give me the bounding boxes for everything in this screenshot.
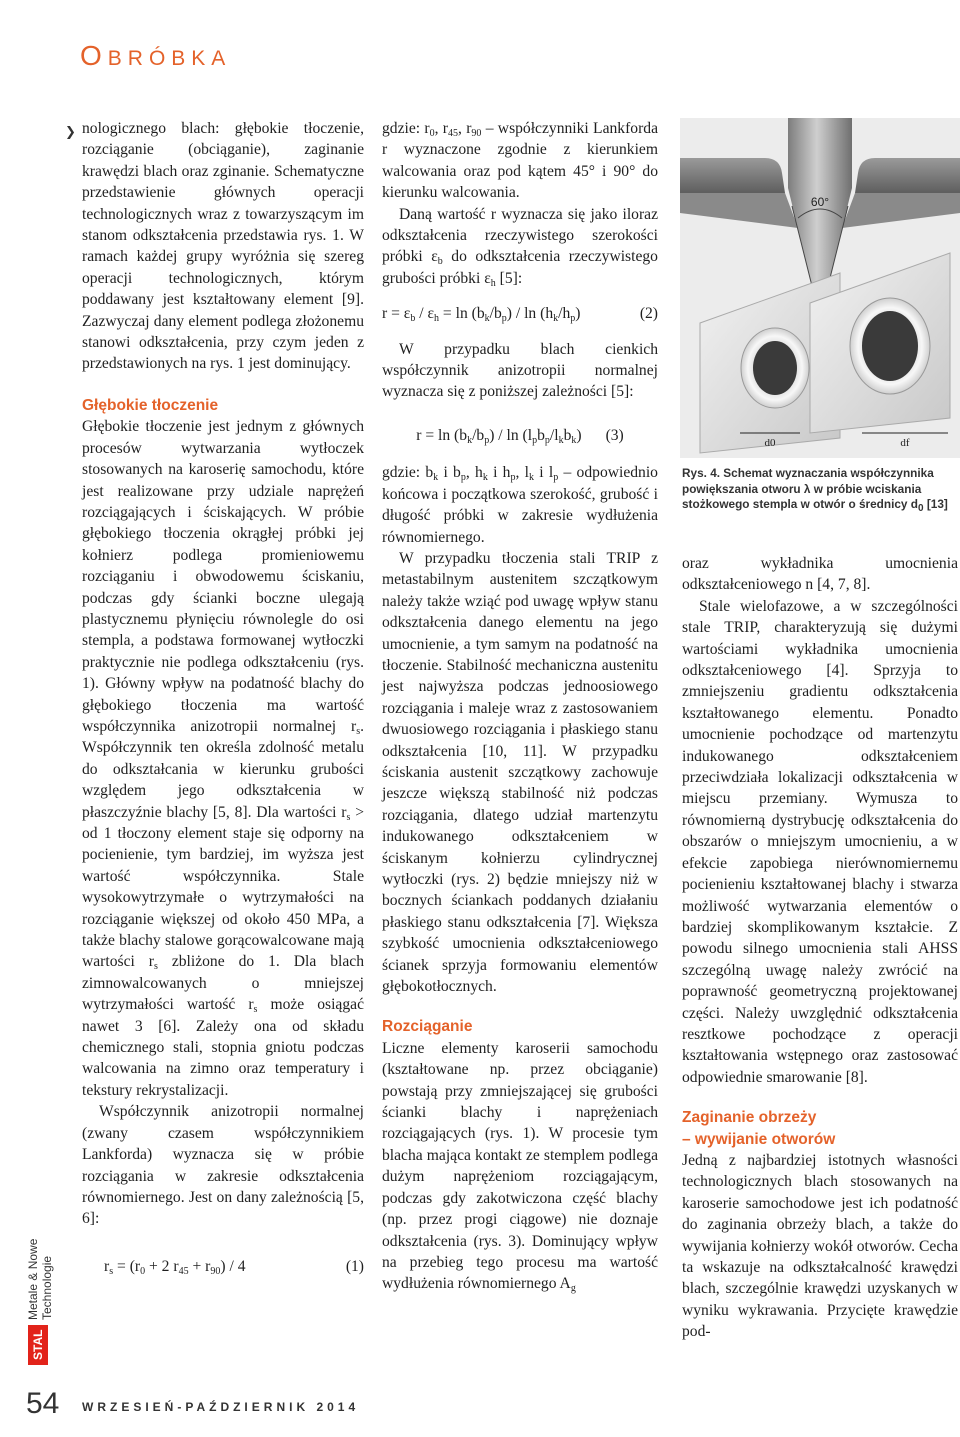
col2-paragraph-1: gdzie: $r_0$, $r_{45}$, $r_{90}$ – współczynniki Lankforda r wyznaczone zgodnie z kierunkiem walcowania oraz pod kątem 45° i 90° do kierunku walcowania.	[382, 120, 658, 202]
figure-caption: Rys. 4. Schemat wyznaczania współczynnika powiększania otworu λ w próbie wciskania stożkowego stempla w otwór o średnicy $d_0$ [13]	[682, 466, 948, 514]
die-right	[855, 158, 960, 193]
equation-2: $r = \varepsilon_b / \varepsilon_h = \ln (b_k/b_p) / \ln (h_k/h_p)$ (2)	[382, 305, 658, 325]
column-3	[682, 553, 958, 1343]
col1-paragraph-3: Współczynnik anizotropii normalnej (zwany czasem współczynnikiem Lankforda) wyznacza się w próbie rozciągania w zakresie odkształcenia równomiernego. Jest on dany zależnością [5, 6]:	[82, 1103, 364, 1228]
col2-paragraph-3: W przypadku blach cienkich współczynnik anizotropii normalnej wyznacza się z poniższej zależności [5]:	[382, 340, 658, 401]
heading-stretching: Rozciąganie	[382, 1018, 473, 1036]
equation-3: $r = \ln (b_k/b_p) / \ln (l_pb_p/l_kb_k)$ (3)	[416, 426, 624, 446]
angle-label: 60°	[810, 195, 830, 209]
equation-3-number: (3)	[605, 426, 624, 444]
equation-2-number: (2)	[639, 305, 658, 323]
column-2	[382, 118, 658, 1295]
col2-paragraph-4: gdzie: $b_k$ i $b_p$, $h_k$ i $h_p$, $l_k$ i $l_p$ – odpowiednio końcowa i początkowa szerokość, grubość i długość próbki w zakresie wydłużenia równomiernego.	[382, 464, 658, 546]
brand-logo: STAL	[28, 1325, 48, 1365]
heading-deep-drawing: Głębokie tłoczenie	[82, 396, 219, 414]
col2-paragraph-5: W przypadku tłoczenia stali TRIP z metastabilnym austenitem szczątkowym należy także wziąć pod uwagę wpływ stanu odkształcenia danego elementu na jego umocnienie, a tym samym na podatność na tłoczenie. Stabilność mechaniczna austenitu jest najwyższa podczas jednoosiowego rozciągania i maleje wraz z zastosowaniem dwuosiowego rozciągania i płaskiego stanu odkształcenia [10, 11]. W przypadku ściskania austenit szczątkowy zachowuje jeszcze większą stabilność niż podczas rozciągania, dlatego udział martenzytu indukowanego odkształceniem w ściskanym kołnierzu cylindrycznej wytłoczki (rys. 2) będzie mniejszy niż w bocznych ściankach poddanych działaniu płaskiego stanu odkształcenia [7]. Większa szybkość umocnienia odkształceniowego ścianek sprzyja formowaniu elementów głębokotłocznych.	[382, 549, 658, 996]
col1-paragraph-2: Głębokie tłoczenie jest jednym z głównych procesów wytwarzania wytłoczek stosowanych na karoserię samochodu, które jest realizowane przy udziale naprężeń rozciągających i ściskających. W próbie głębokiego tłoczenia okrągłej próbki jej kołnierz podlega promieniowemu rozciąganiu i obwodowemu ściskaniu, podczas gdy ścianki boczne ulegają plastycznemu płynięciu równolegle do osi stempla, a podstawa formowanej wytłoczki praktycznie nie podlega odkształceniu (rys. 1). Główny wpływ na podatność blachy do głębokiego tłoczenia ma wartość współczynnika anizotropii normalnej $r_s$. Współczynnik ten określa zdolność metalu do odkształcania w kierunku grubości względem jego odkształcenia w płaszczyźnie blachy [5, 8]. Dla wartości $r_s$ > od 1 tłoczony element staje się odporny na pocienienie, tym bardziej, im wyższa jest wartość współczynnika. Stale wysokowytrzymałe o wytrzymałości na rozciąganie większej od około 450 MPa, a także blachy stalowe gorącowalcowane mają wartości $r_s$ zbliżone do 1. Dla blach zimnowalcowanych o mniejszej wytrzymałości wartość $r_s$ może osiągać nawet 3 [6]. Zależy ona od składu chemicznego stali, stopnia gniotu podczas walcowania na zimno oraz temperatury i tekstury rekrystalizacji.	[82, 418, 364, 1099]
page-number: 54	[26, 1387, 60, 1420]
column-1	[65, 118, 364, 1291]
col2-paragraph-2: Daną wartość r wyznacza się jako iloraz odkształcenia rzeczywistego szerokości próbki $\varepsilon_b$ do odkształcenia rzeczywistego grubości próbki $\varepsilon_h$ [5]:	[382, 205, 658, 289]
col1-paragraph-1: nologicznego blach: głębokie tłoczenie, rozciąganie (obciąganie), zaginanie krawędzi blach oraz zginanie. Schematyczne przedstawienie głównych operacji technologicznych wraz z towarzyszącym im stanom odkształcenia przedstawia rys. 1. W ramach każdej grupy wyróżnia się szereg operacji technologicznych, którym poddawany jest kształtowany element [9]. Zazwyczaj dany element podlega złożonemu stanowi odkształcenia, przy czym jeden z przedstawionych na rys. 1 jest dominujący.	[82, 120, 364, 373]
equation-1: $r_s = (r_0 + 2$ $r_{45} + r_{90}) / 4$ (1)	[104, 1257, 364, 1277]
section-title-rest: BRÓBKA	[107, 47, 232, 70]
hole-expansion-diagram	[680, 118, 960, 458]
continuation-arrow-icon: ❯	[65, 125, 76, 140]
equation-1-number: (1)	[345, 1257, 364, 1275]
col2-paragraph-6: Liczne elementy karoserii samochodu (kształtowane np. przez obciąganie) powstają przy zmniejszającej się grubości ścianki blachy i naprężeniach rozciągających (rys. 1). W procesie tym blacha mająca kontakt ze stemplem podlega dużym naprężeniom rozciągającym, podczas gdy zakotwiczona część blachy (np. przez progi ciągowe) nie doznaje odkształcenia (rys. 3). Dominujący wpływ na przebieg tego procesu ma wartość wydłużenia równomiernego $A_g$	[382, 1039, 658, 1295]
df-label: df	[900, 437, 910, 449]
d0-label: d0	[764, 437, 776, 449]
brand-text: Metale & Nowe Technologie	[26, 1238, 54, 1320]
issue-date: WRZESIEŃ-PAŹDZIERNIK 2014	[82, 1400, 360, 1414]
expanded-hole	[862, 311, 918, 381]
initial-hole	[753, 341, 797, 395]
die-left	[680, 158, 785, 193]
figure-hole-expansion	[680, 118, 960, 458]
col3-paragraph-1: oraz wykładnika umocnienia odkształceniowego n [4, 7, 8].	[682, 555, 958, 594]
heading-flanging: Zaginanie obrzeży – wywijanie otworów	[682, 1109, 836, 1148]
section-title-initial: O	[80, 40, 108, 71]
col3-paragraph-2: Stale wielofazowe, a w szczególności stale TRIP, charakteryzują się dużymi wartościami wykładnika umocnienia odkształceniowego [4]. Sprzyja to zmniejszeniu gradientu odkształcenia kształtowanego elementu. Ponadto umocnienie pochodzące od martenzytu indukowanego odkształceniem przeciwdziała lokalizacji odkształcenia w miejscu przemiany. Wymusza to równomierną dystrybucję odkształcenia do obszarów o mniejszym umocnieniu, a w efekcie zapobiega nierównomiernemu pocienieniu kształtowanej blachy i stwarza możliwość wytwarzania elementów o bardziej skomplikowanym kształcie. Z powodu silnego umocnienia stali AHSS szczególną uwagę należy zwrócić na poprawność geometryczną projektowanej części. Należy uwzględnić odkształcenia resztkowe pochodzące z operacji kształtowania wstępnego oraz zastosować odpowiednie smarowanie [8].	[682, 597, 958, 1086]
section-title	[80, 40, 231, 72]
col3-paragraph-3: Jedną z najbardziej istotnych własności technologicznych blach stosowanych na karoserie samochodowe jest ich podatność do zaginania obrzeży blach, a także do wywijania kołnierzy wokół otworów. Cecha ta wskazuje na odkształcalność krawędzi blach, szczególnie krawędzi uzyskanych w wyniku wykrawania. Przycięte krawędzie pod-	[682, 1151, 958, 1341]
